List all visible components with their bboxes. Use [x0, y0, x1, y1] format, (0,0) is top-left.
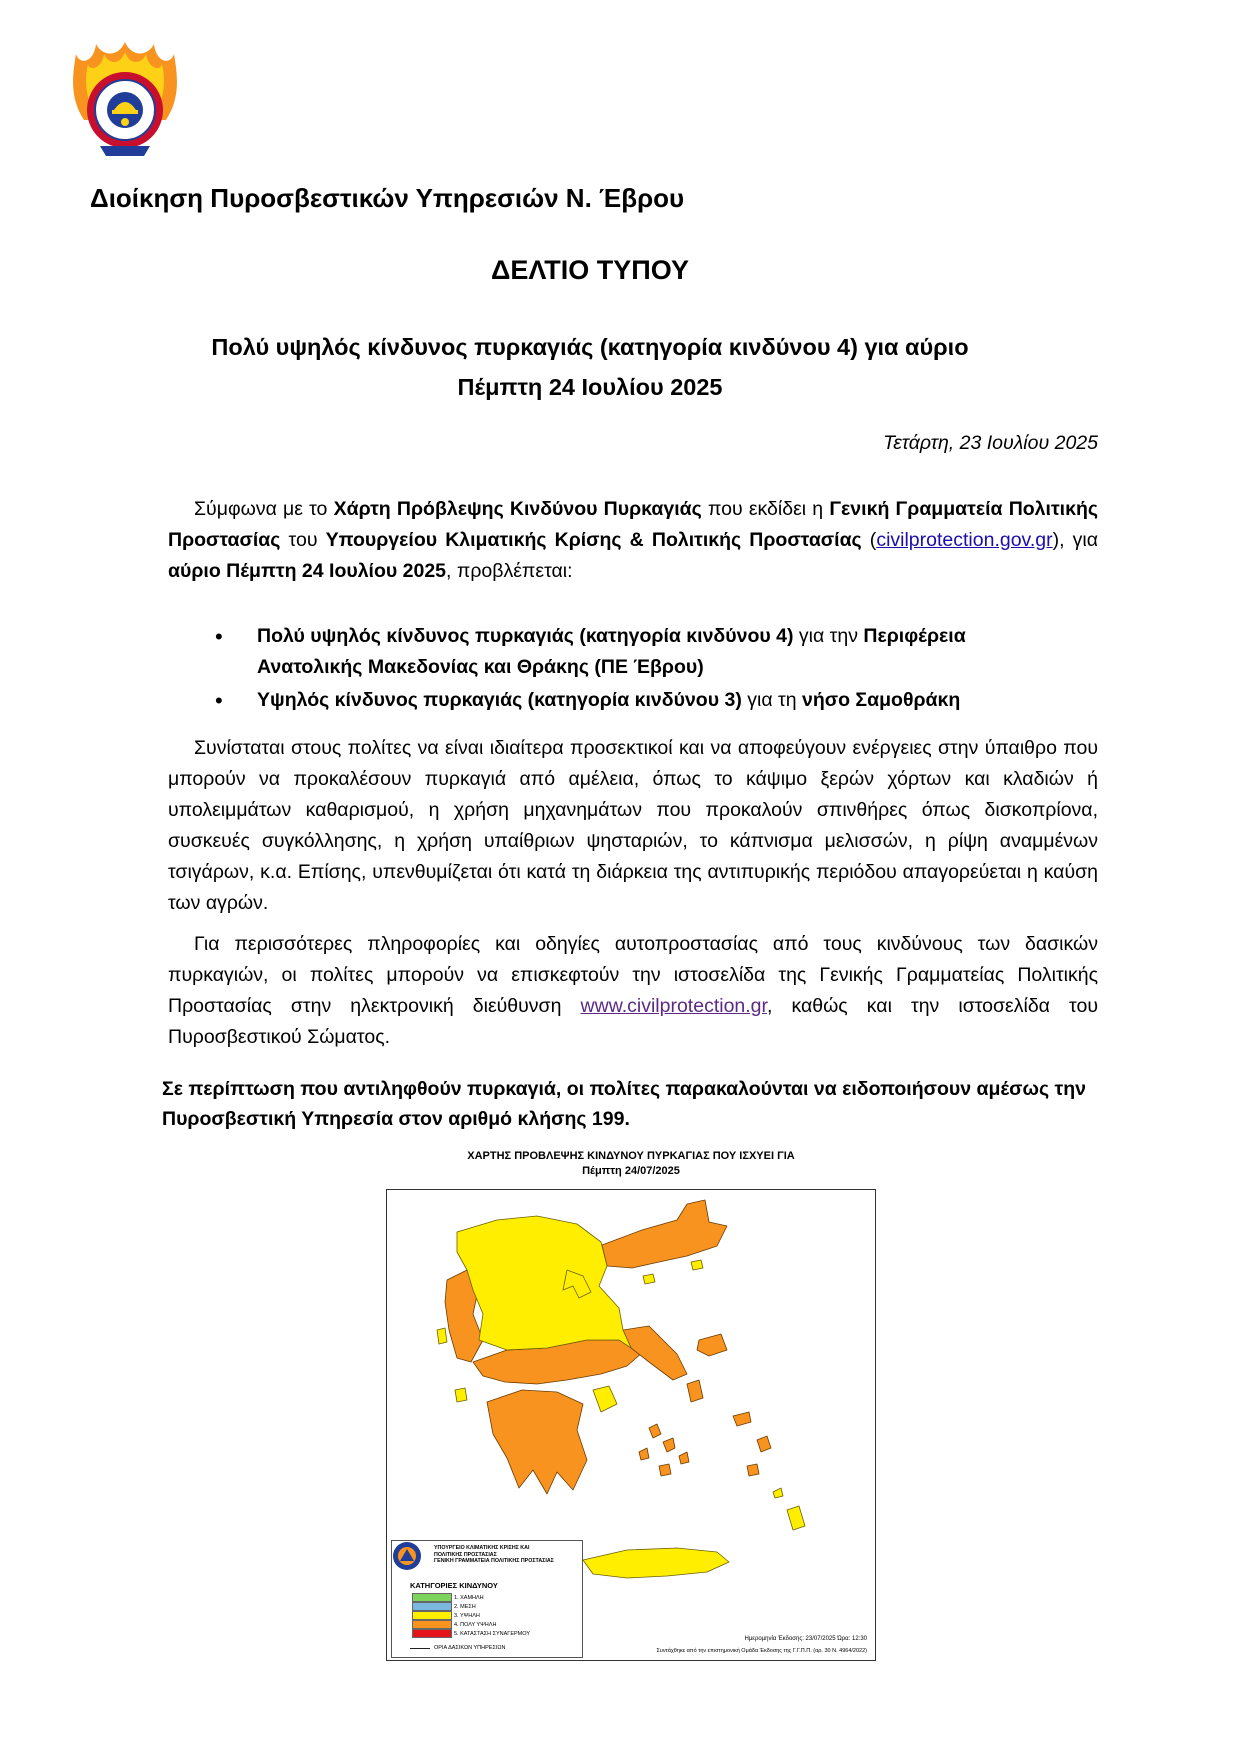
map-region	[691, 1260, 703, 1270]
legend-item: 4. ΠΟΛΥ ΥΨΗΛΗ	[412, 1620, 530, 1629]
map-region	[602, 1200, 727, 1268]
map-region	[583, 1548, 729, 1578]
map-issue-date: Ημερομηνία Έκδοσης: 23/07/2025 Ώρα: 12:30	[744, 1636, 867, 1642]
subtitle-line1: Πολύ υψηλός κίνδυνος πυρκαγιάς (κατηγορία κινδύνου 4) για αύριο	[211, 334, 969, 360]
info-paragraph: Για περισσότερες πληροφορίες και οδηγίες αυτοπροστασίας από τους κινδύνους των δασικών πυρκαγιών, οι πολίτες μπορούν να επισκεφτούν την ιστοσελίδα της Γενικής Γραμματείας Πολιτικής Προστασίας στην ηλεκτρονική διεύθυνση www.civilprotection.gr, καθώς και την ιστοσελίδα του Πυροσβεστικού Σώματος.	[168, 933, 1098, 1048]
list-item: • Πολύ υψηλός κίνδυνος πυρκαγιάς (κατηγορία κινδύνου 4) για την Περιφέρεια Ανατολικής Μακεδονίας και Θράκης (ΠΕ Έβρου)	[215, 621, 1075, 683]
map-region	[643, 1274, 655, 1284]
map-region	[487, 1390, 587, 1494]
legend-swatch	[412, 1629, 452, 1638]
fire-service-logo	[70, 38, 180, 168]
forecast-list	[215, 621, 1075, 718]
map-region	[787, 1506, 805, 1530]
document-subtitle	[0, 327, 1180, 407]
map-region	[593, 1386, 617, 1412]
legend-swatch	[412, 1620, 452, 1629]
intro-paragraph: Σύμφωνα με το Χάρτη Πρόβλεψης Κινδύνου Πυρκαγιάς που εκδίδει η Γενική Γραμματεία Πολιτικής Προστασίας του Υπουργείου Κλιματικής Κρίσης & Πολιτικής Προστασίας (civilprotection.gov.gr), για αύριο Πέμπτη 24 Ιουλίου 2025, προβλέπεται:	[168, 498, 1098, 582]
legend-swatch	[412, 1602, 452, 1611]
civil-protection-seal	[392, 1541, 422, 1571]
map-region	[773, 1488, 783, 1498]
map-frame	[386, 1189, 876, 1661]
legend-item: 5. ΚΑΤΑΣΤΑΣΗ ΣΥΝΑΓΕΡΜΟΥ	[412, 1629, 530, 1638]
fire-risk-map	[386, 1149, 876, 1671]
civilprotection-gov-link[interactable]: civilprotection.gov.gr	[876, 529, 1053, 551]
map-title: ΧΑΡΤΗΣ ΠΡΟΒΛΕΨΗΣ ΚΙΝΔΥΝΟΥ ΠΥΡΚΑΓΙΑΣ ΠΟΥ ΙΣΧΥΕΙ ΓΙΑ Πέμπτη 24/07/2025	[467, 1150, 795, 1177]
organization-name: Διοίκηση Πυροσβεστικών Υπηρεσιών Ν. Έβρου	[90, 183, 685, 213]
map-region	[457, 1216, 631, 1350]
legend-boundary: ΟΡΙΑ ΔΑΣΙΚΩΝ ΥΠΗΡΕΣΙΩΝ	[410, 1645, 505, 1651]
map-credit: Συντάχθηκε από την επιστημονική Ομάδα Έκδοσης της Γ.Γ.Π.Π. (αρ. 30 Ν. 4964/2022)	[656, 1648, 867, 1654]
map-region	[757, 1436, 771, 1452]
legend-title: ΚΑΤΗΓΟΡΙΕΣ ΚΙΝΔΥΝΟΥ	[410, 1581, 498, 1590]
legend-swatch	[412, 1593, 452, 1602]
map-region	[639, 1448, 649, 1460]
release-date: Τετάρτη, 23 Ιουλίου 2025	[883, 432, 1098, 454]
legend-item: 3. ΥΨΗΛΗ	[412, 1611, 530, 1620]
map-legend	[391, 1540, 583, 1658]
legend-item: 2. ΜΕΣΗ	[412, 1602, 530, 1611]
document-title: ΔΕΛΤΙΟ ΤΥΠΟΥ	[491, 255, 689, 285]
map-region	[747, 1464, 759, 1476]
subtitle-line2: Πέμπτη 24 Ιουλίου 2025	[457, 374, 723, 400]
map-region	[687, 1380, 703, 1402]
list-item: • Υψηλός κίνδυνος πυρκαγιάς (κατηγορία κινδύνου 3) για τη νήσο Σαμοθράκη	[215, 685, 1075, 716]
map-region	[649, 1424, 661, 1438]
emergency-callout: Σε περίπτωση που αντιληφθούν πυρκαγιά, οι πολίτες παρακαλούνται να ειδοποιήσουν αμέσως την Πυροσβεστική Υπηρεσία στον αριθμό κλήσης 199.	[162, 1078, 1087, 1130]
map-region	[663, 1438, 675, 1452]
map-region	[659, 1464, 671, 1476]
legend-swatch	[412, 1611, 452, 1620]
advice-paragraph: Συνίσταται στους πολίτες να είναι ιδιαίτερα προσεκτικοί και να αποφεύγουν ενέργειες στην ύπαιθρο που μπορούν να προκαλέσουν πυρκαγιά από αμέλεια, όπως το κάψιμο ξερών χόρτων και κλαδιών ή υπολειμμάτων καθαρισμού, η χρήση μηχανημάτων που προκαλούν σπινθήρες όπως δισκοπρίονα, συσκευές συγκόλλησης, η χρήση υπαίθριων ψησταριών, το κάπνισμα μελισσών, η ρίψη αναμμένων τσιγάρων, κ.α. Επίσης, υπενθυμίζεται ότι κατά τη διάρκεια της αντιπυρικής περιόδου απαγορεύεται η καύση των αγρών.	[168, 737, 1098, 914]
map-region	[455, 1388, 467, 1402]
map-region	[733, 1412, 751, 1426]
map-region	[697, 1334, 727, 1356]
map-region	[679, 1452, 689, 1464]
civilprotection-gr-link[interactable]: www.civilprotection.gr	[580, 995, 767, 1017]
legend-item: 1. ΧΑΜΗΛΗ	[412, 1593, 530, 1602]
legend-header: ΥΠΟΥΡΓΕΙΟ ΚΛΙΜΑΤΙΚΗΣ ΚΡΙΣΗΣ ΚΑΙ ΠΟΛΙΤΙΚΗΣ ΠΡΟΣΤΑΣΙΑΣ ΓΕΝΙΚΗ ΓΡΑΜΜΑΤΕΙΑ ΠΟΛΙΤΙΚΗΣ ΠΡΟΣΤΑΣΙΑΣ	[434, 1545, 554, 1564]
map-region	[437, 1328, 447, 1344]
